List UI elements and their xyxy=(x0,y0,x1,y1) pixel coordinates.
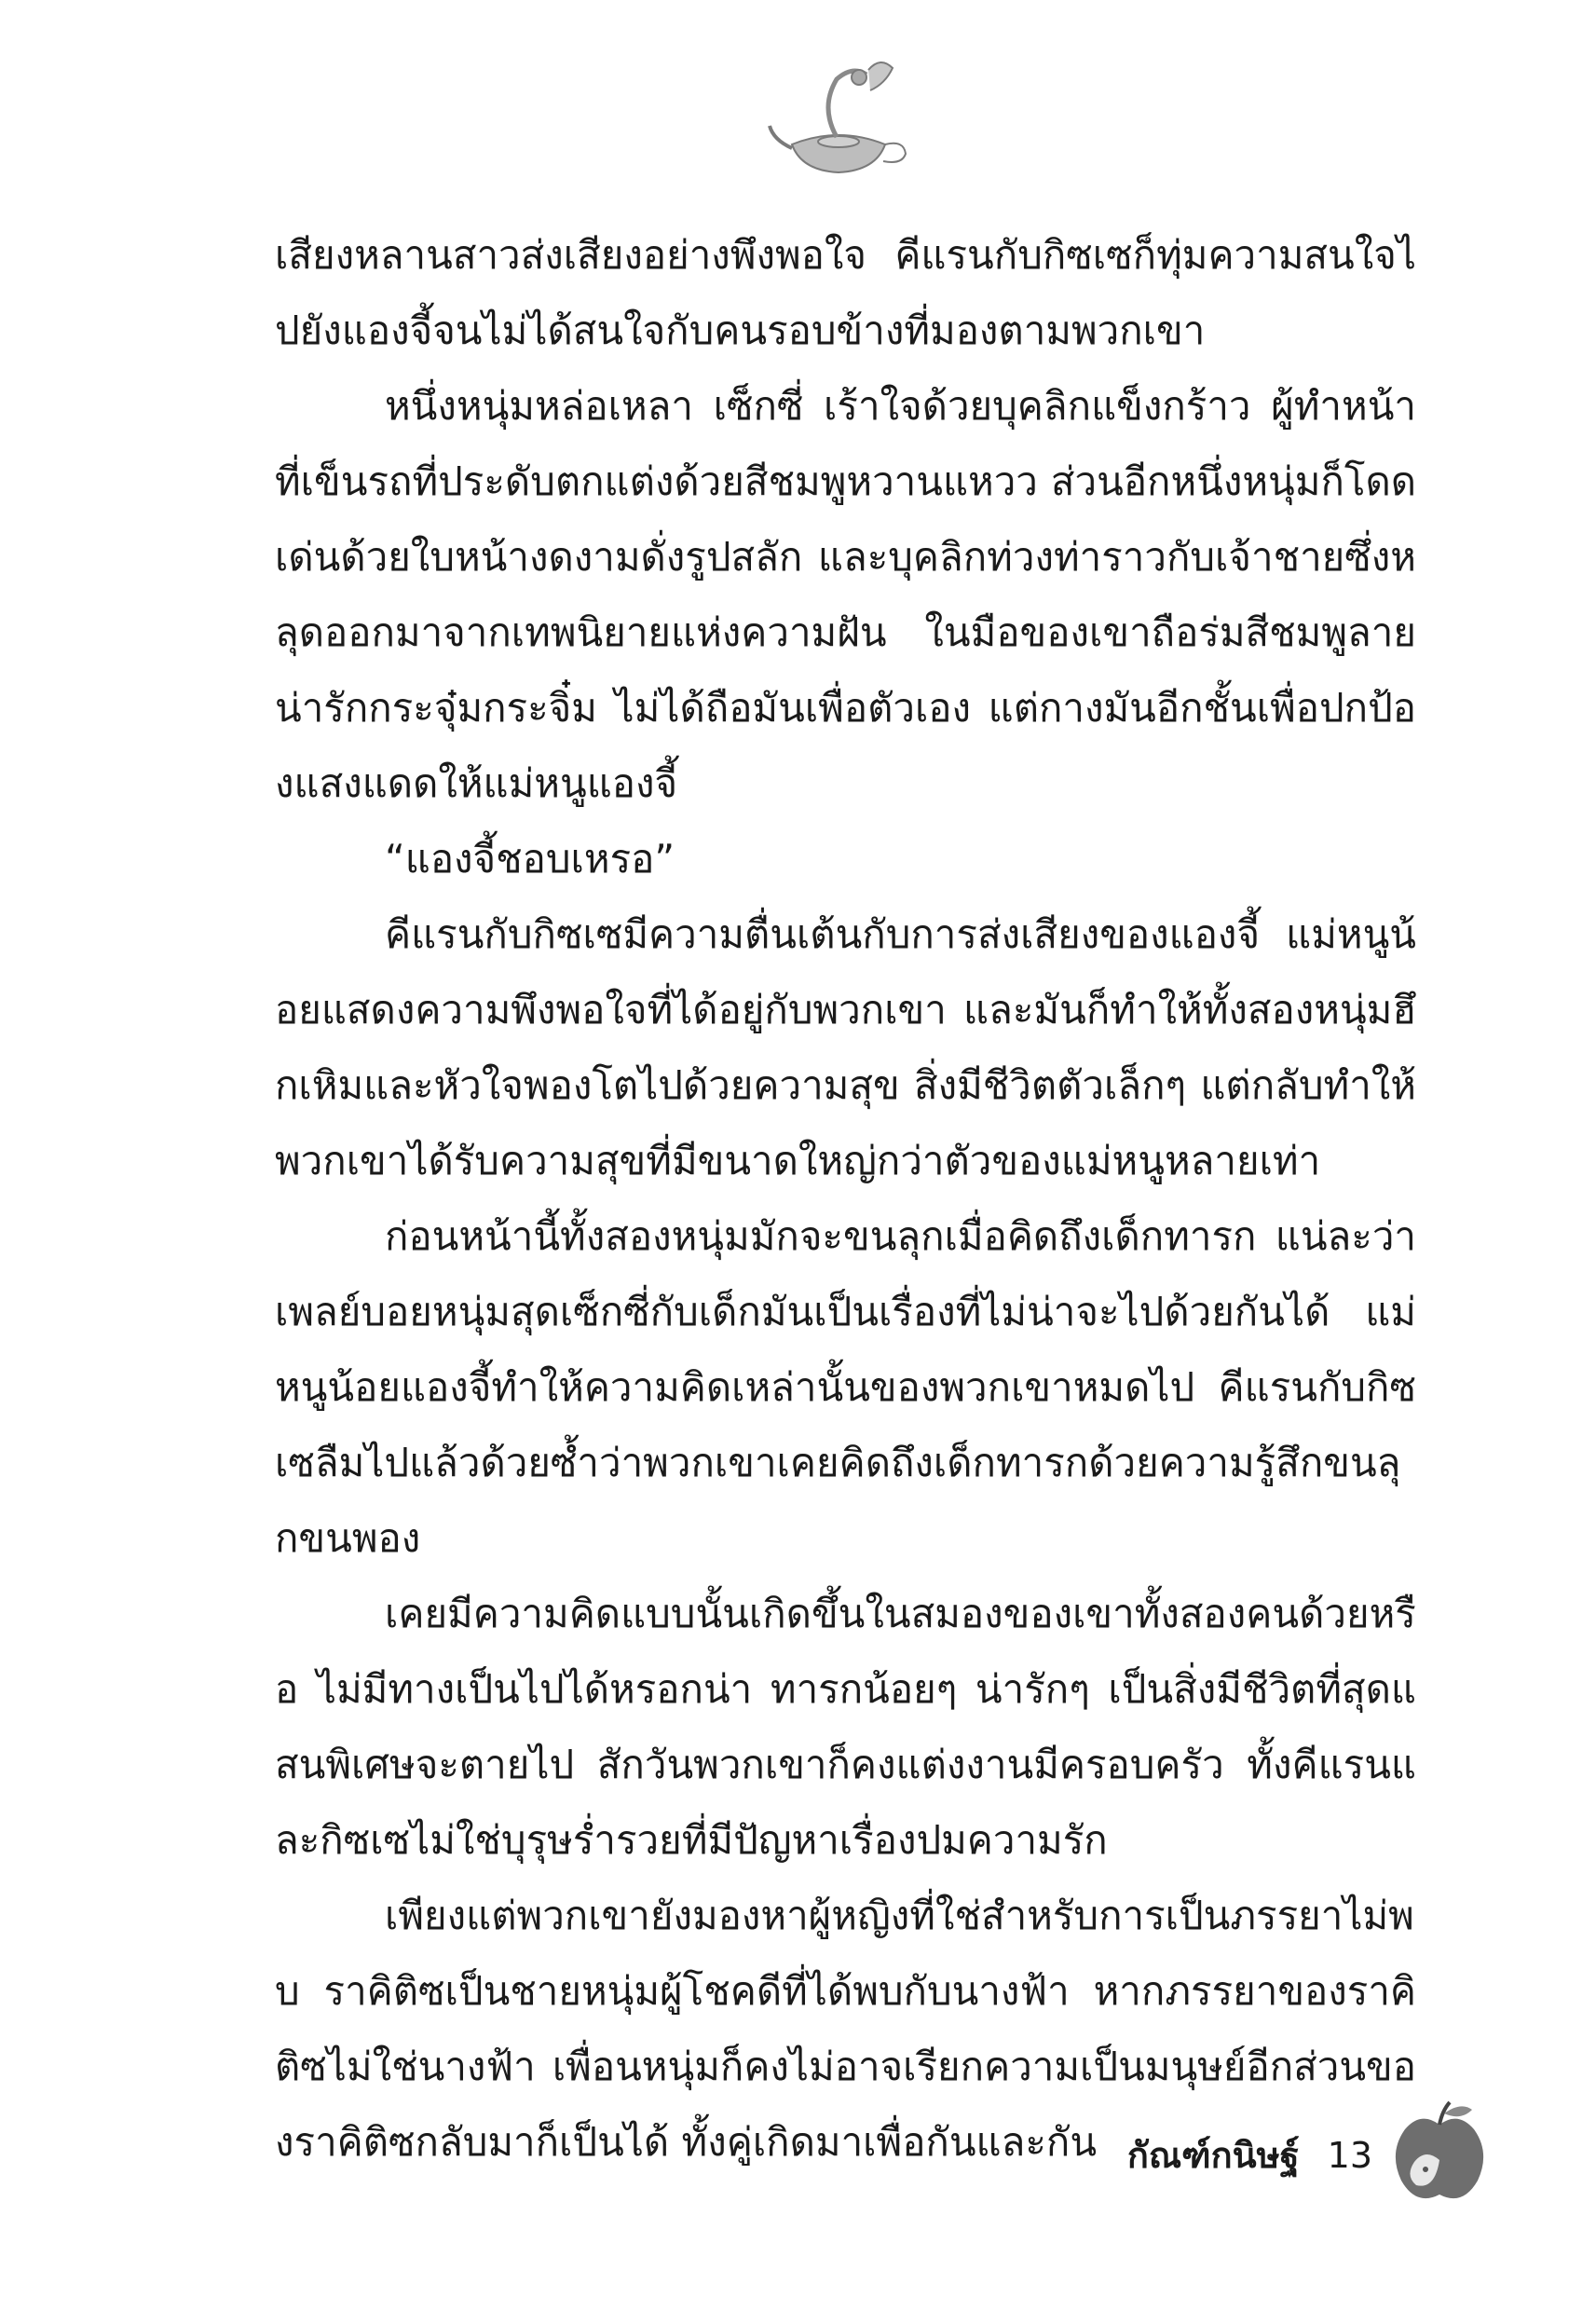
body-text xyxy=(275,217,1416,2180)
paragraph-2: หนึ่งหนุ่มหล่อเหลา เซ็กซี่ เร้าใจด้วยบุคลิกแข็งกร้าว ผู้ทำหน้าที่เข็นรถที่ประดับตกแต่งด้วยสีชมพูหวานแหวว ส่วนอีกหนึ่งหนุ่มก็โดดเด่นด้วยใบหน้างดงามดั่งรูปสลัก และบุคลิกท่วงท่าราวกับเจ้าชายซึ่งหลุดออกมาจากเทพนิยายแห่งความฝัน ในมือของเขาถือร่มสีชมพูลายน่ารักกระจุ๋มกระจิ๋ม ไม่ได้ถือมันเพื่อตัวเอง แต่กางมันอีกชั้นเพื่อปกป้องแสงแดดให้แม่หนูแองจี้ xyxy=(275,383,1416,806)
paragraph-4: คีแรนกับกิซเซมีความตื่นเต้นกับการส่งเสียงของแองจี้ แม่หนูน้อยแสดงความพึงพอใจที่ได้อยู่กับพวกเขา และมันก็ทำให้ทั้งสองหนุ่มฮึกเหิมและหัวใจพองโตไปด้วยความสุข สิ่งมีชีวิตตัวเล็กๆ แต่กลับทำให้พวกเขาได้รับความสุขที่มีขนาดใหญ่กว่าตัวของแม่หนูหลายเท่า xyxy=(275,911,1416,1183)
paragraph-5: ก่อนหน้านี้ทั้งสองหนุ่มมักจะขนลุกเมื่อคิดถึงเด็กทารก แน่ละว่าเพลย์บอยหนุ่มสุดเซ็กซี่กับเด็กมันเป็นเรื่องที่ไม่น่าจะไปด้วยกันได้ แม่หนูน้อยแองจี้ทำให้ความคิดเหล่านั้นของพวกเขาหมดไป คีแรนกับกิซเซลืมไปแล้วด้วยซ้ำว่าพวกเขาเคยคิดถึงเด็กทารกด้วยความรู้สึกขนลุกขนพอง xyxy=(275,1213,1416,1561)
paragraph-6: เคยมีความคิดแบบนั้นเกิดขึ้นในสมองของเขาทั้งสองคนด้วยหรือ ไม่มีทางเป็นไปได้หรอกน่า ทารกน้อยๆ น่ารักๆ เป็นสิ่งมีชีวิตที่สุดแสนพิเศษจะตายไป สักวันพวกเขาก็คงแต่งงานมีครอบครัว ทั้งคีแรนและกิซเซไม่ใช่บุรุษร่ำรวยที่มีปัญหาเรื่องปมความรัก xyxy=(275,1591,1416,1863)
book-title: กัณฑ์กนิษฐ์ xyxy=(1126,2135,1300,2176)
teapot-genie-icon xyxy=(764,51,913,182)
page-number: 13 xyxy=(1327,2134,1372,2176)
paragraph-3: “แองจี้ชอบเหรอ” xyxy=(385,836,675,882)
apple-icon xyxy=(1388,2097,1491,2208)
paragraph-1: เสียงหลานสาวส่งเสียงอย่างพึงพอใจ คีแรนกับกิซเซก็ทุ่มความสนใจไปยังแองจี้จนไม่ได้สนใจกับคนรอบข้างที่มองตามพวกเขา xyxy=(275,232,1416,353)
paragraph-7: เพียงแต่พวกเขายังมองหาผู้หญิงที่ใช่สำหรับการเป็นภรรยาไม่พบ ราคิติซเป็นชายหนุ่มผู้โชคดีที่ได้พบกับนางฟ้า หากภรรยาของราคิติซไม่ใช่นางฟ้า เพื่อนหนุ่มก็คงไม่อาจเรียกความเป็นมนุษย์อีกส่วนของราคิติซกลับมาก็เป็นได้ ทั้งคู่เกิดมาเพื่อกันและกัน xyxy=(275,1893,1416,2165)
page-footer xyxy=(1127,2126,1372,2183)
